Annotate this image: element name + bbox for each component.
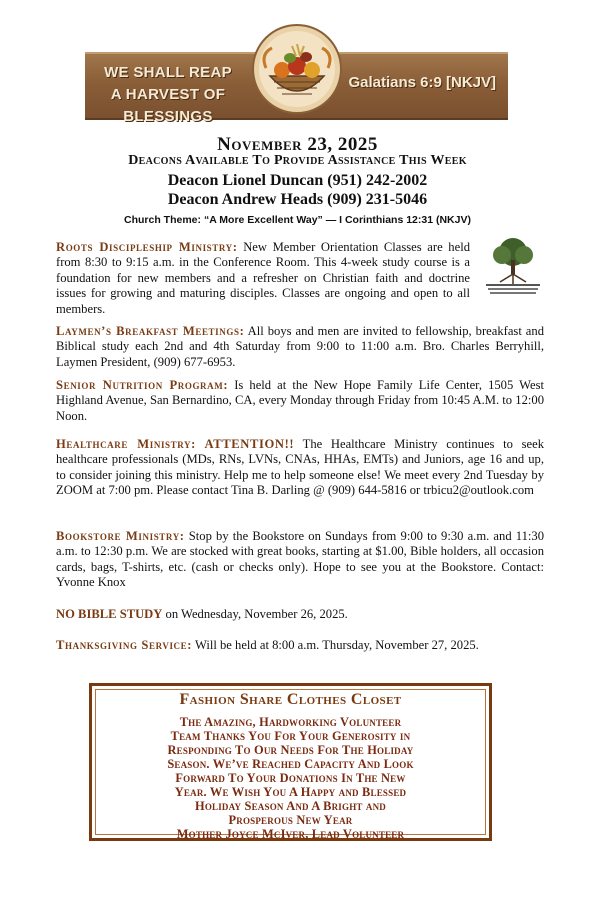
senior-nutrition-body: Is held at the New Hope Family Life Center, 1505 West Highland Avenue, San Bernardino, CA, every Monday through Friday from 10:45 A.M. to 12:00 Noon. [56,378,544,423]
thanksgiving-service-section [56,638,544,653]
clothes-closet-box [89,683,492,841]
laymen-breakfast-section [56,324,544,370]
senior-nutrition-heading: Senior Nutrition Program: [56,378,229,392]
deacon-contact-1: Deacon Lionel Duncan (951) 242-2002 [167,172,428,189]
banner-motto [93,62,243,128]
roots-ministry-section [56,240,470,317]
thanksgiving-service-body: Will be held at 8:00 a.m. Thursday, November 27, 2025. [194,638,479,652]
senior-nutrition-section [56,378,544,424]
clothes-closet-line: Team Thanks You For Your Generosity in [170,729,411,743]
bookstore-ministry-section [56,529,544,591]
banner-motto-line1: WE SHALL REAP [104,64,232,81]
healthcare-ministry-heading: Healthcare Ministry: ATTENTION!! [56,437,295,451]
church-theme: Church Theme: “A More Excellent Way” — I Corinthians 12:31 (NKJV) [124,214,471,226]
clothes-closet-title: Fashion Share Clothes Closet [179,691,402,708]
clothes-closet-line: Responding To Our Needs For The Holiday [167,743,414,757]
healthcare-ministry-section [56,437,544,499]
no-bible-study-section [56,607,544,622]
roots-ministry-heading: Roots Discipleship Ministry: [56,240,238,254]
banner-scripture: Galatians 6:9 [NKJV] [348,74,496,91]
clothes-closet-line: Year. We Wish You A Happy and Blessed [174,785,407,799]
clothes-closet-line: Season. We’ve Reached Capacity And Look [167,757,414,771]
harvest-basket-emblem-icon [252,24,342,114]
laymen-breakfast-body: All boys and men are invited to fellowship, breakfast and Biblical study each 2nd and 4th Saturday from 9:00 to 11:00 a.m. Bro. Charles Berryhill, Laymen President, (909) 677-6953. [56,324,544,369]
deacon-contact-2: Deacon Andrew Heads (909) 231-5046 [167,191,428,208]
clothes-closet-line: Forward To Your Donations In The New [175,771,406,785]
clothes-closet-line: The Amazing, Hardworking Volunteer [179,715,402,729]
roots-ministry-body: New Member Orientation Classes are held from 8:30 to 9:15 a.m. in the Conference Room. This 4-week study course is a foundation for new members and a refresher on Christian faith and doctrine issues for growing and maturing disciples. Classes are ongoing and open to all members. [56,240,470,316]
roots-tree-logo-icon [480,236,546,300]
healthcare-ministry-body: The Healthcare Ministry continues to seek healthcare professionals (MDs, RNs, LVNs, CNAs, HHAs, EMTs) and Juniors, age 16 and up, to consider joining this ministry. Help me to help someone else! We meet every 2nd Tuesday by ZOOM at 7:00 pm. Please contact Tina B. Darling @ (909) 644-5816 or trbicu2@outlook.com [56,437,545,498]
clothes-closet-line: Holiday Season And A Bright and [194,799,386,813]
clothes-closet-line: Prosperous New Year [228,813,353,827]
laymen-breakfast-heading: Laymen’s Breakfast Meetings: [56,324,245,338]
bookstore-ministry-heading: Bookstore Ministry: [56,529,185,543]
clothes-closet-signature: Mother Joyce McIver, Lead Volunteer [176,827,405,841]
no-bible-study-heading: NO BIBLE STUDY [56,607,163,621]
no-bible-study-body: on Wednesday, November 26, 2025. [165,607,348,621]
deacons-heading: Deacons Available To Provide Assistance This Week [128,153,467,168]
bulletin-date: November 23, 2025 [217,134,378,155]
banner-motto-line2: A HARVEST OF BLESSINGS [110,86,226,125]
bookstore-ministry-body: Stop by the Bookstore on Sundays from 9:00 to 9:30 a.m. and 11:30 a.m. to 12:30 p.m. We are stocked with great books, starting at $1.00, Bible holders, all occasion cards, bags, T-shirts, etc. (cash or checks only). Hope to see you at the Bookstore. Contact: Yvonne Knox [56,529,544,590]
thanksgiving-service-heading: Thanksgiving Service: [56,638,193,652]
